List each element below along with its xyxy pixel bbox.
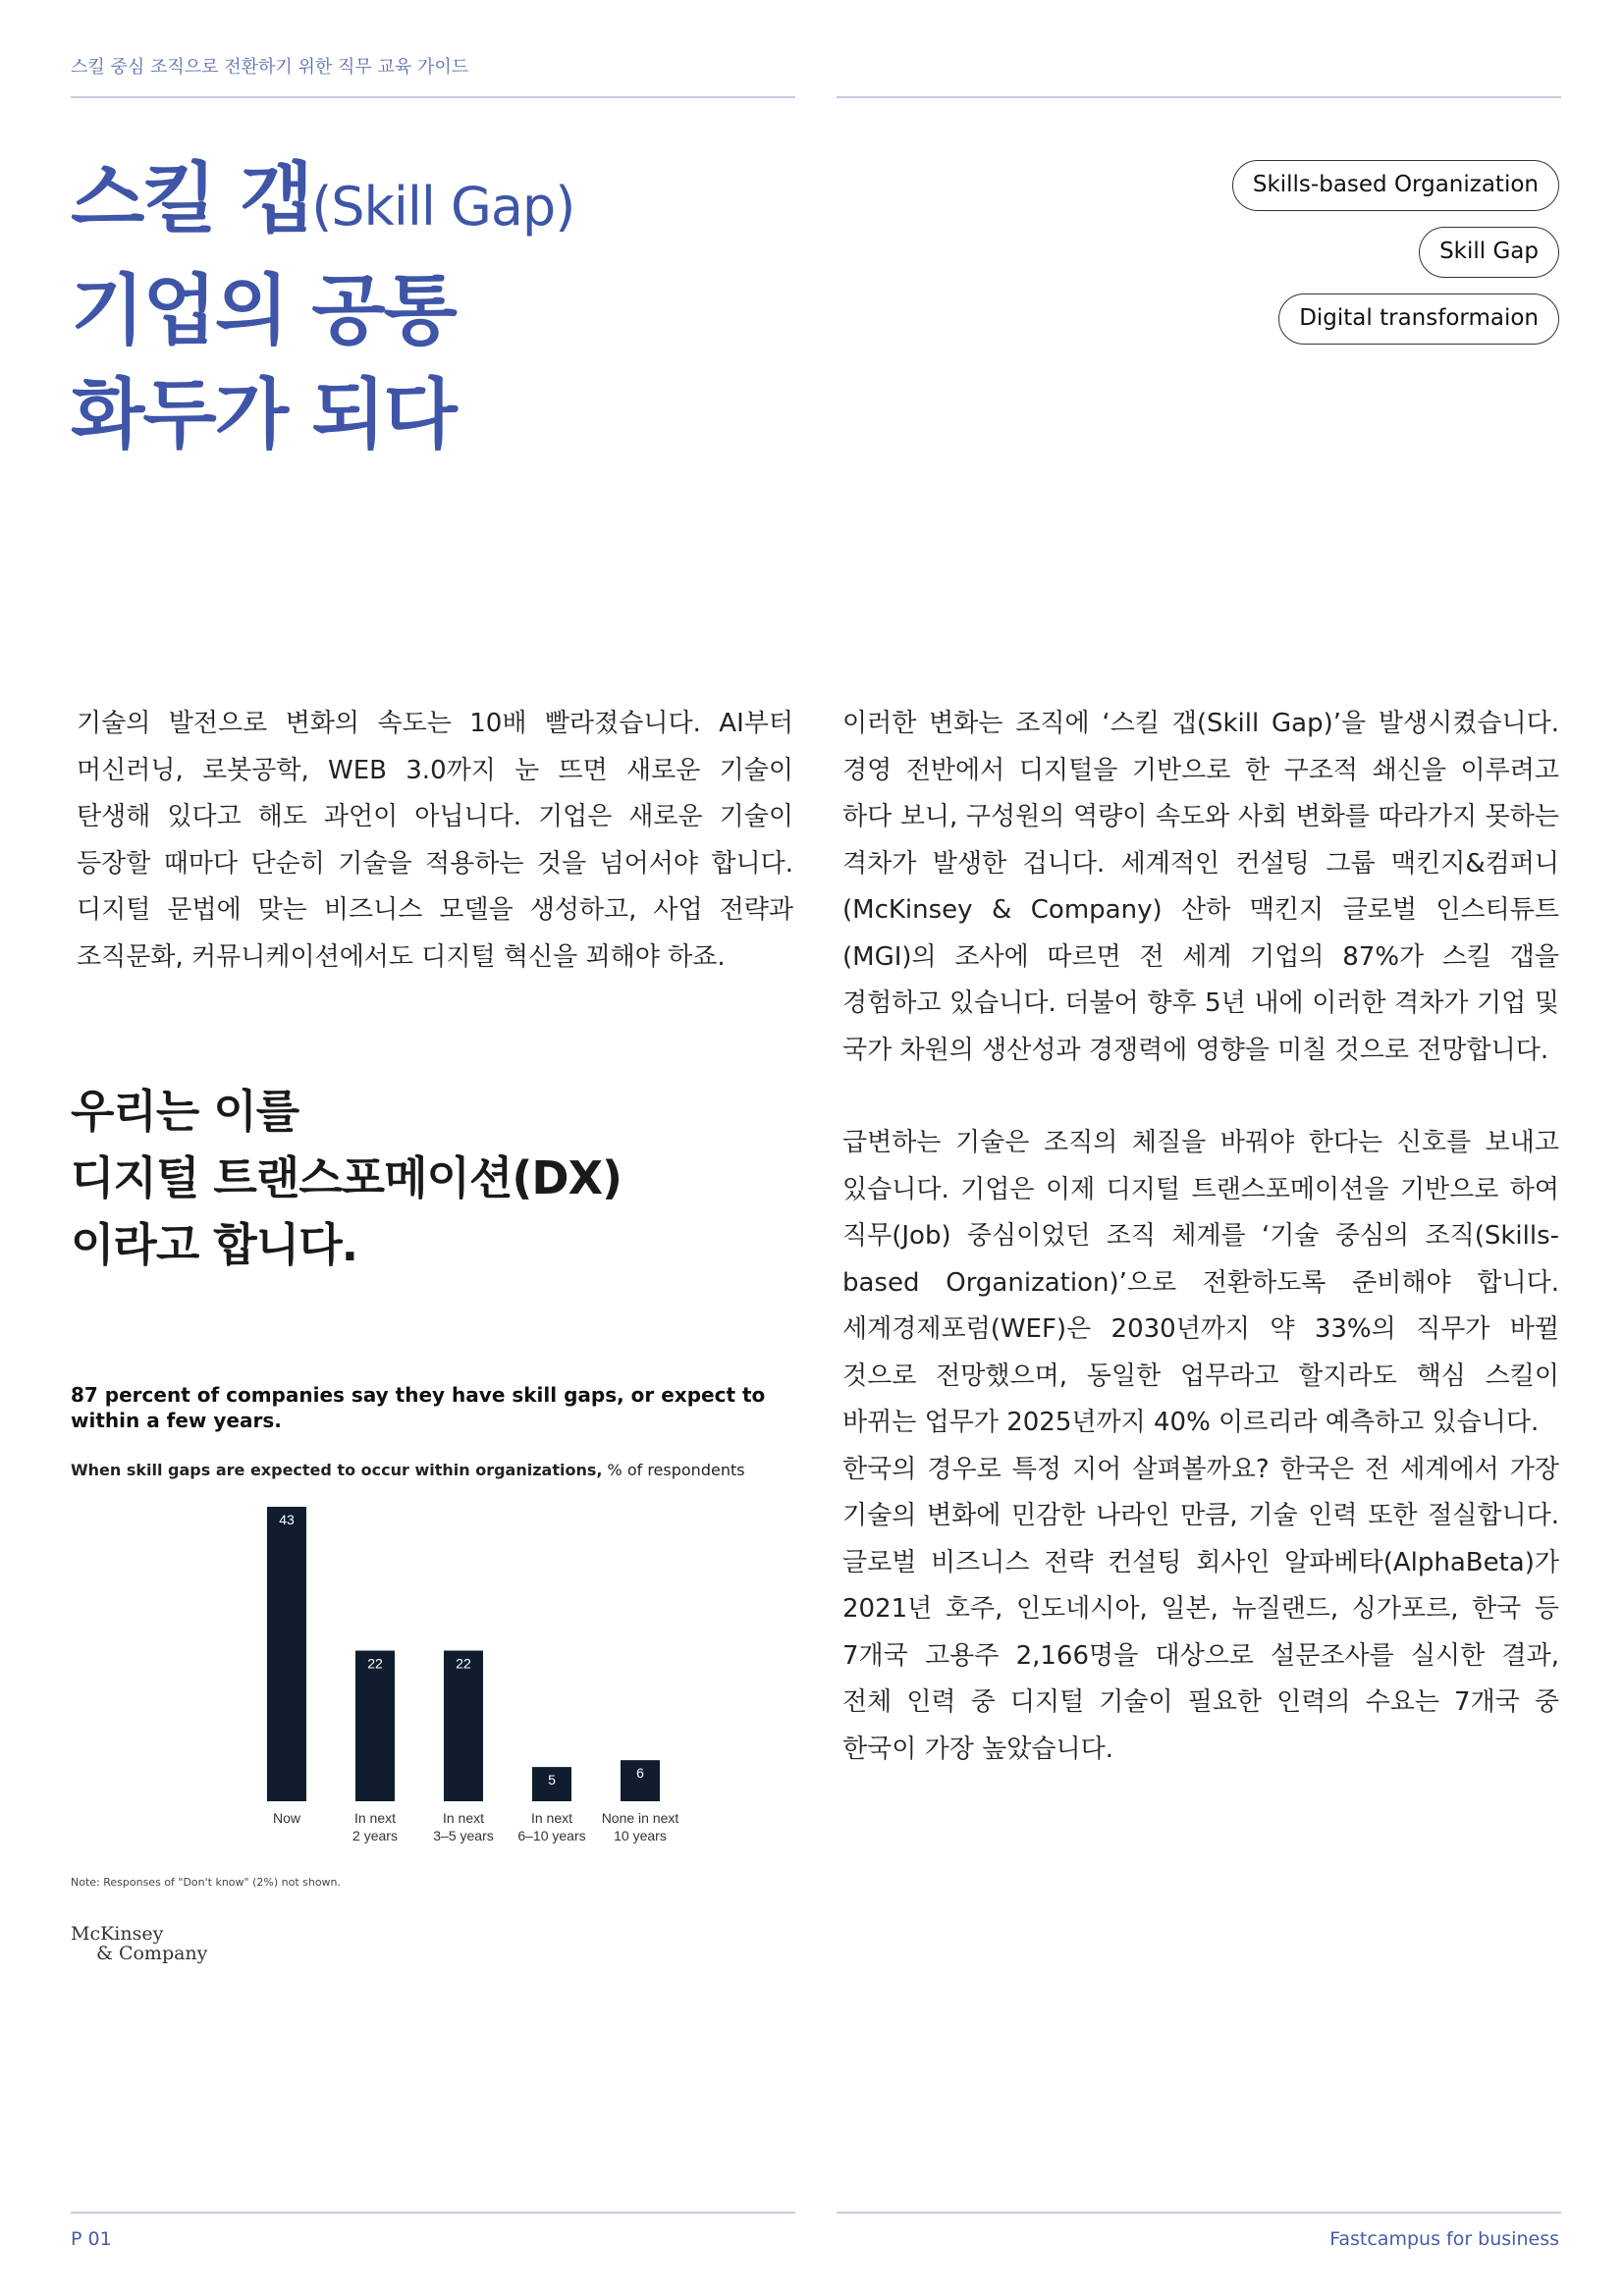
tag-digital-transformation[interactable]: Digital transformaion (1278, 294, 1559, 345)
chart-subtitle-unit: % of respondents (602, 1461, 745, 1479)
title-sub: (Skill Gap) (311, 176, 575, 238)
tag-skills-based-organization[interactable]: Skills-based Organization (1232, 160, 1559, 211)
body-column-right (842, 701, 1559, 1773)
dx-heading (71, 1078, 622, 1278)
footer-rule-left (71, 2212, 795, 2214)
intro-paragraph: 기술의 발전으로 변화의 속도는 10배 빨라졌습니다. AI부터 머신러닝, 로봇공학, WEB 3.0까지 눈 뜨면 새로운 기술이 탄생해 있다고 해도 과언이 아닙니다. 기업은 새로운 기술이 등장할 때마다 단순히 기술을 적용하는 것을 넘어서야 합니다. 디지털 문법에 맞는 비즈니스 모델을 생성하고, 사업 전략과 조직문화, 커뮤니케이션에서도 디지털 혁신을 꾀해야 하죠. (77, 709, 793, 972)
bar-value-label: 6 (636, 1765, 644, 1782)
category-label: In next (353, 1810, 397, 1826)
category-label: 6–10 years (517, 1828, 586, 1843)
mckinsey-logo-line: McKinsey (71, 1923, 164, 1945)
category-label: 2 years (352, 1828, 398, 1843)
body-paragraph: 이러한 변화는 조직에 ‘스킬 갭(Skill Gap)’을 발생시켰습니다. 경영 전반에서 디지털을 기반으로 한 구조적 쇄신을 이루려고 하다 보니, 구성원의 역량이 속도와 사회 변화를 따라가지 못하는 격차가 발생한 겁니다. 세계적인 컨설팅 그룹 맥킨지&컴퍼니(McKinsey & Company) 산하 맥킨지 글로벌 인스티튜트(MGI)의 조사에 따르면 전 세계 기업의 87%가 스킬 갭을 경험하고 있습니다. 더불어 향후 5년 내에 이러한 격차가 기업 및 국가 차원의 생산성과 경쟁력에 영향을 미칠 것으로 전망합니다. (842, 709, 1559, 1065)
body-paragraph: 한국의 경우로 특정 지어 살펴볼까요? 한국은 전 세계에서 가장 기술의 변화에 민감한 나라인 만큼, 기술 인력 또한 절실합니다. 글로벌 비즈니스 전략 컨설팅 회사인 알파베타(AlphaBeta)가 2021년 호주, 인도네시아, 일본, 뉴질랜드, 싱가포르, 한국 등 7개국 고용주 2,166명을 대상으로 설문조사를 실시한 결과, 전체 인력 중 디지털 기술이 필요한 인력의 수요는 7개국 중 한국이 가장 높았습니다. (842, 1454, 1559, 1764)
dx-heading-line: 이라고 합니다. (71, 1218, 358, 1271)
mckinsey-logo (71, 1924, 207, 1963)
bar-value-label: 5 (548, 1772, 556, 1789)
body-paragraph: 급변하는 기술은 조직의 체질을 바꿔야 한다는 신호를 보내고 있습니다. 기업은 이제 디지털 트랜스포메이션을 기반으로 하여 직무(Job) 중심이었던 조직 체계를 ‘기술 중심의 조직(Skills-based Organization)’으로 전환하도록 준비해야 합니다. 세계경제포럼(WEF)은 2030년까지 약 33%의 직무가 바뀔 것으로 전망했으며, 동일한 업무라고 할지라도 핵심 스킬이 바뀌는 업무가 2025년까지 40% 이르리라 예측하고 있습니다. (842, 1128, 1559, 1437)
bar-0 (267, 1507, 306, 1801)
bar-1 (355, 1651, 395, 1801)
footer-brand: Fastcampus for business (1329, 2228, 1559, 2250)
category-label: Now (272, 1810, 301, 1826)
chart-title: 87 percent of companies say they have skill gaps, or expect to within a few years. (71, 1383, 766, 1432)
tag-skill-gap[interactable]: Skill Gap (1419, 227, 1559, 278)
bar-value-label: 22 (456, 1655, 471, 1672)
category-label: 10 years (614, 1828, 667, 1843)
footer-rule-right (837, 2212, 1561, 2214)
dx-heading-line: 우리는 이를 (71, 1085, 299, 1138)
page-title (71, 147, 574, 467)
category-label: In next (530, 1810, 573, 1826)
bar-value-label: 43 (279, 1512, 295, 1527)
chart-subtitle-bold: When skill gaps are expected to occur within organizations, (71, 1461, 603, 1479)
title-line-2: 기업의 공통 (71, 267, 456, 355)
running-header: 스킬 중심 조직으로 전환하기 위한 직무 교육 가이드 (71, 57, 469, 78)
category-label: None in next (601, 1810, 679, 1826)
chart-note: Note: Responses of "Don't know" (2%) not shown. (71, 1876, 342, 1889)
header-rule-right (837, 96, 1561, 98)
bar-value-label: 22 (367, 1655, 383, 1672)
title-line-3: 화두가 되다 (71, 371, 456, 459)
chart-subtitle (71, 1461, 745, 1479)
bar-2 (444, 1651, 483, 1801)
mckinsey-logo-line: & Company (96, 1943, 208, 1964)
title-main: 스킬 갭 (71, 155, 312, 243)
page-number: P 01 (71, 2228, 112, 2250)
header-rule-left (71, 96, 795, 98)
bar-chart (236, 1492, 707, 1865)
dx-heading-line: 디지털 트랜스포메이션(DX) (71, 1151, 623, 1204)
category-label: 3–5 years (433, 1828, 494, 1843)
category-label: In next (442, 1810, 485, 1826)
tag-list (1232, 160, 1559, 345)
